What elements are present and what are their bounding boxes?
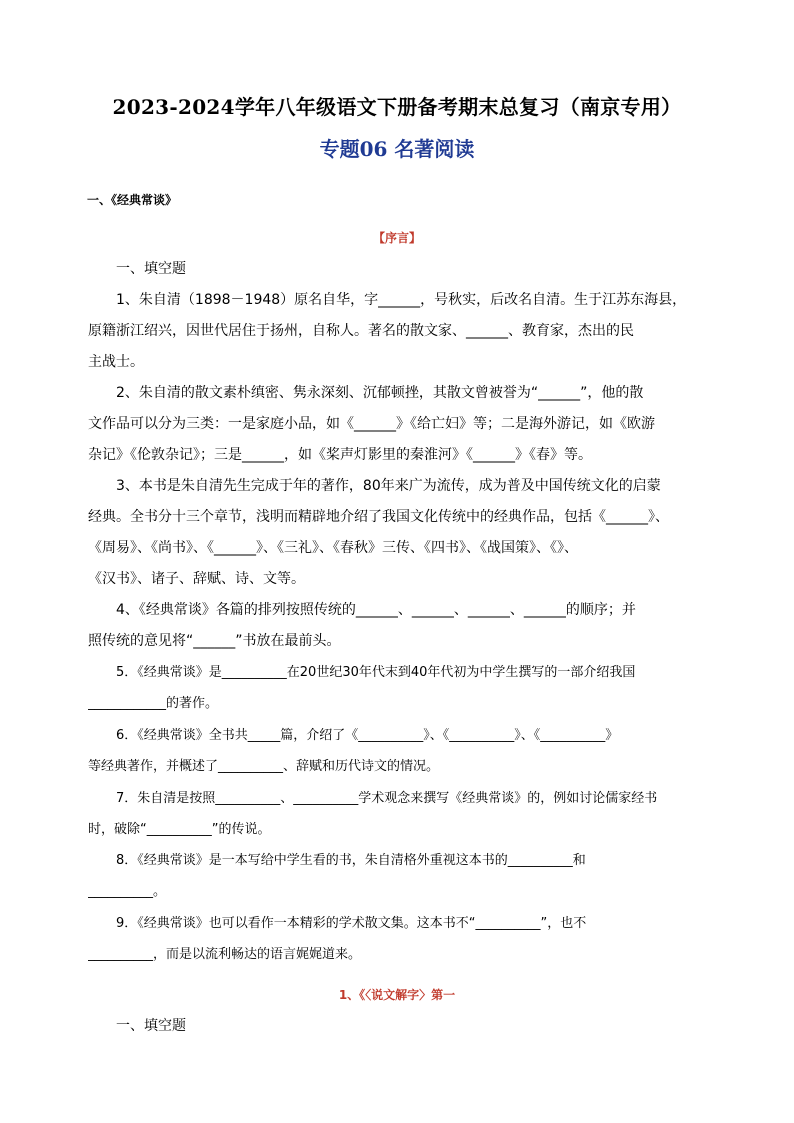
- question-7-line-2: 时，破除“__________”的传说。: [88, 822, 271, 837]
- preface-label: 【序言】: [372, 231, 421, 245]
- fill-in-heading: 一、填空题: [116, 261, 186, 277]
- document-title: 2023-2024学年八年级语文下册备考期末总复习（南京专用）: [112, 95, 682, 119]
- question-2-line-1: 2、朱自清的散文素朴缜密、隽永深刻、沉郁顿挫，其散文曾被誉为“______”，他的散: [116, 385, 644, 401]
- question-6-line-1: 6．《经典常谈》全书共_____篇，介绍了《__________》、《__________》、《__________》: [116, 728, 619, 743]
- chapter-fill-in-heading: 一、填空题: [116, 1018, 186, 1034]
- question-2-line-2: 文作品可以分为三类：一是家庭小品，如《______》《给亡妇》等；二是海外游记，如《欧游: [88, 416, 655, 432]
- question-3-line-1: 3、本书是朱自清先生完成于年的著作，80年来广为流传，成为普及中国传统文化的启蒙: [116, 478, 661, 494]
- question-5-line-1: 5．《经典常谈》是__________在20世纪30年代末到40年代初为中学生撰写的一部介绍我国: [116, 665, 636, 680]
- question-1-line-3: 主战士。: [88, 354, 144, 370]
- question-1-line-2: 原籍浙江绍兴，因世代居住于扬州，自称人。著名的散文家、______、教育家，杰出的民: [88, 323, 634, 339]
- question-4-line-1: 4、《经典常谈》各篇的排列按照传统的______、______、______、______的顺序；并: [116, 602, 636, 618]
- section-heading: 一、《经典常谈》: [87, 193, 178, 207]
- question-4-line-2: 照传统的意见将“______”书放在最前头。: [88, 633, 341, 649]
- question-3-line-2: 经典。全书分十三个章节，浅明而精辟地介绍了我国文化传统中的经典作品，包括《______》、: [88, 509, 669, 525]
- question-8-line-2: __________。: [88, 884, 167, 899]
- question-9-line-1: 9．《经典常谈》也可以看作一本精彩的学术散文集。这本书不“__________”，也不: [116, 916, 587, 931]
- question-9-line-2: __________，而是以流利畅达的语言娓娓道来。: [88, 947, 362, 962]
- question-1-line-1: 1、朱自清（1898－1948）原名自华，字______，号秋实，后改名自清。生于江苏东海县，: [116, 292, 687, 308]
- question-5-line-2: ____________的著作。: [88, 696, 219, 711]
- question-2-line-3: 杂记》《伦敦杂记》；三是______，如《桨声灯影里的秦淮河》《______》《春》等。: [88, 447, 592, 463]
- question-6-line-2: 等经典著作，并概述了__________、辞赋和历代诗文的情况。: [88, 759, 440, 774]
- chapter-label: 1、《〈说文解字〉第一: [338, 988, 456, 1002]
- question-3-line-3: 《周易》、《尚书》、《______》、《三礼》、《春秋》三传、《四书》、《战国策》、《》、: [88, 540, 578, 556]
- question-8-line-1: 8．《经典常谈》是一本写给中学生看的书，朱自清格外重视这本书的__________和: [116, 853, 586, 868]
- question-7-line-1: 7．朱自清是按照__________、__________学术观念来撰写《经典常谈》的，例如讨论儒家经书: [116, 791, 658, 806]
- document-subtitle: 专题06 名著阅读: [319, 137, 475, 161]
- question-3-line-4: 《汉书》、诸子、辞赋、诗、文等。: [88, 571, 305, 587]
